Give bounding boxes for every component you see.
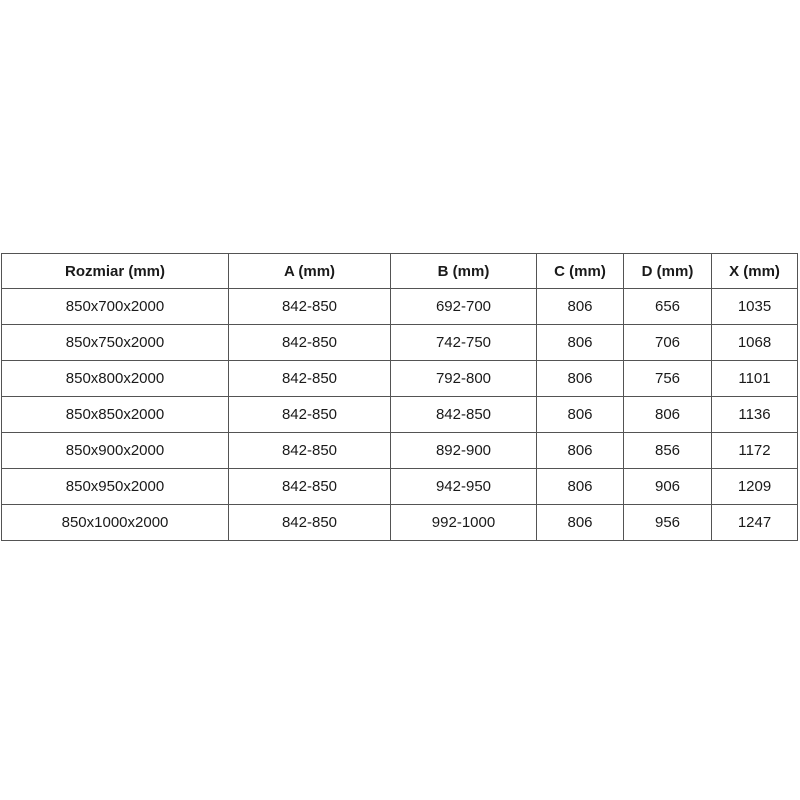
cell-d: 656 — [624, 289, 712, 325]
cell-a: 842-850 — [229, 361, 391, 397]
cell-x: 1172 — [712, 433, 798, 469]
cell-d: 856 — [624, 433, 712, 469]
table-row — [2, 505, 798, 541]
cell-d: 756 — [624, 361, 712, 397]
cell-b: 992-1000 — [391, 505, 537, 541]
cell-x: 1136 — [712, 397, 798, 433]
cell-a: 842-850 — [229, 397, 391, 433]
table-row — [2, 397, 798, 433]
table-body — [2, 289, 798, 541]
cell-b: 792-800 — [391, 361, 537, 397]
cell-x: 1035 — [712, 289, 798, 325]
cell-b: 742-750 — [391, 325, 537, 361]
cell-d: 956 — [624, 505, 712, 541]
cell-x: 1247 — [712, 505, 798, 541]
cell-c: 806 — [537, 289, 624, 325]
cell-d: 706 — [624, 325, 712, 361]
column-header-a: A (mm) — [229, 254, 391, 289]
cell-b: 692-700 — [391, 289, 537, 325]
table-row — [2, 433, 798, 469]
cell-x: 1068 — [712, 325, 798, 361]
cell-c: 806 — [537, 397, 624, 433]
cell-d: 806 — [624, 397, 712, 433]
table-header — [2, 254, 798, 289]
cell-c: 806 — [537, 325, 624, 361]
table-row — [2, 325, 798, 361]
column-header-x: X (mm) — [712, 254, 798, 289]
cell-a: 842-850 — [229, 433, 391, 469]
cell-rozmiar: 850x750x2000 — [2, 325, 229, 361]
size-specification-table — [1, 253, 798, 541]
cell-a: 842-850 — [229, 325, 391, 361]
cell-b: 842-850 — [391, 397, 537, 433]
cell-rozmiar: 850x1000x2000 — [2, 505, 229, 541]
cell-b: 892-900 — [391, 433, 537, 469]
column-header-d: D (mm) — [624, 254, 712, 289]
cell-c: 806 — [537, 433, 624, 469]
cell-rozmiar: 850x900x2000 — [2, 433, 229, 469]
table-row — [2, 289, 798, 325]
cell-d: 906 — [624, 469, 712, 505]
cell-c: 806 — [537, 361, 624, 397]
cell-a: 842-850 — [229, 289, 391, 325]
cell-x: 1101 — [712, 361, 798, 397]
header-row — [2, 254, 798, 289]
cell-c: 806 — [537, 469, 624, 505]
table-row — [2, 469, 798, 505]
cell-b: 942-950 — [391, 469, 537, 505]
cell-a: 842-850 — [229, 505, 391, 541]
column-header-b: B (mm) — [391, 254, 537, 289]
cell-rozmiar: 850x850x2000 — [2, 397, 229, 433]
cell-c: 806 — [537, 505, 624, 541]
cell-a: 842-850 — [229, 469, 391, 505]
cell-rozmiar: 850x950x2000 — [2, 469, 229, 505]
column-header-rozmiar: Rozmiar (mm) — [2, 254, 229, 289]
cell-rozmiar: 850x700x2000 — [2, 289, 229, 325]
table-row — [2, 361, 798, 397]
cell-x: 1209 — [712, 469, 798, 505]
column-header-c: C (mm) — [537, 254, 624, 289]
cell-rozmiar: 850x800x2000 — [2, 361, 229, 397]
